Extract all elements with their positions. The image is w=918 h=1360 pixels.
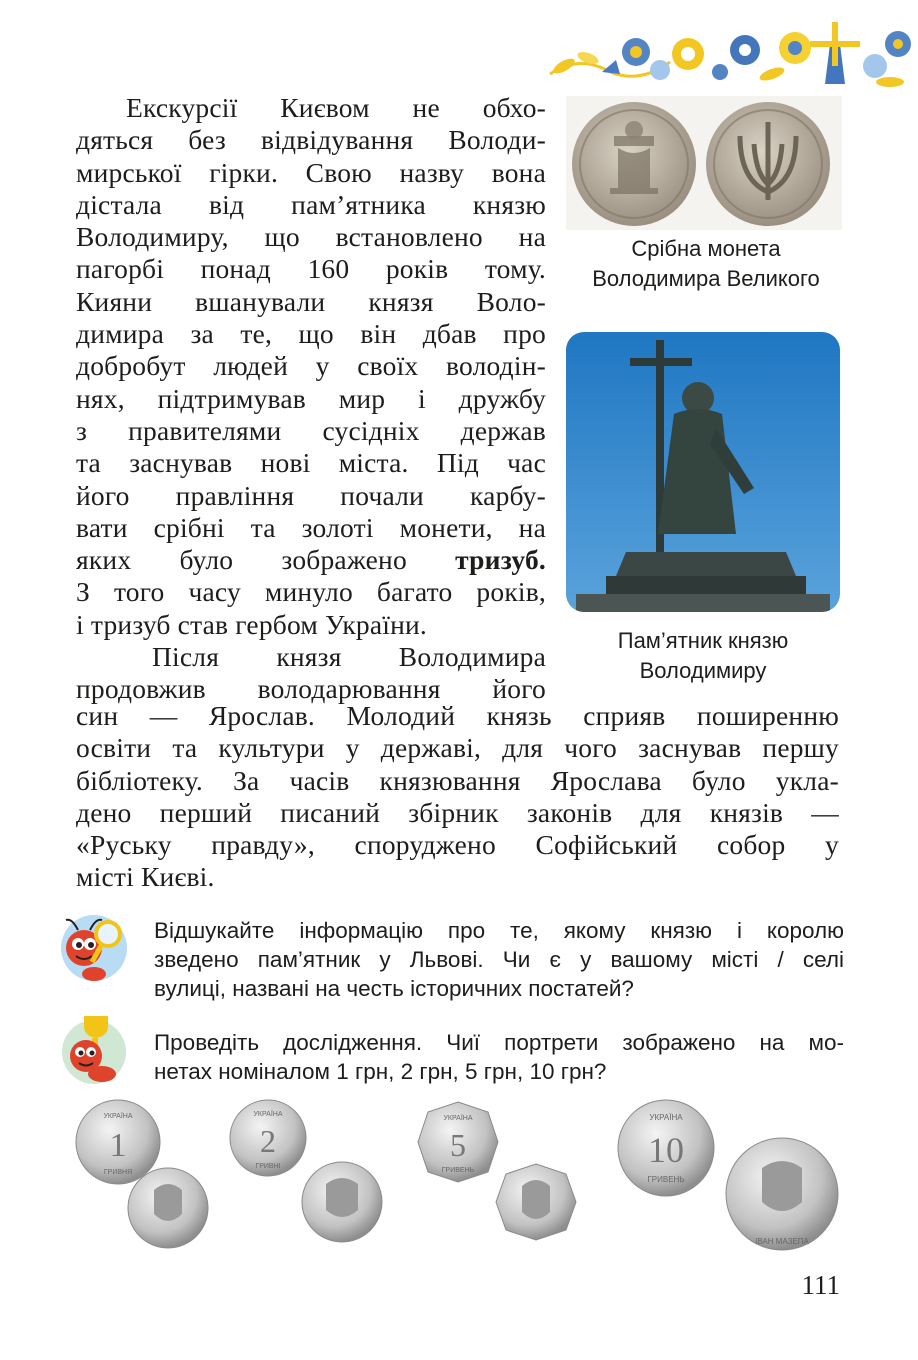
task-line: Проведіть дослідження. Чиї портрети зображено на мо- — [154, 1030, 844, 1055]
coin-value: 2 — [260, 1123, 276, 1159]
task-2 — [154, 1028, 844, 1086]
task-line: вулиці, названі на честь історичних постатей? — [154, 976, 634, 1001]
text-line: дяться без відвідування Володи- — [76, 124, 546, 156]
text-line-with-bold — [76, 544, 546, 576]
caption-line: Срібна монета — [631, 236, 781, 261]
main-text-column — [76, 92, 546, 706]
text-line: З того часу минуло багато років, — [76, 576, 546, 608]
text-line: продовжив володарювання його — [76, 673, 546, 705]
coin-caption — [556, 234, 856, 294]
statue-illustration — [566, 332, 840, 612]
coin-value: 10 — [648, 1130, 684, 1170]
text-line: його правління почали карбу- — [76, 479, 546, 511]
text-line: з правителями сусідніх держав — [76, 414, 546, 446]
coin-2-denomination — [230, 1100, 306, 1176]
coin-5-denomination — [418, 1102, 498, 1182]
flower-border-icon — [540, 14, 918, 94]
ant-trophy-icon — [58, 1012, 128, 1086]
hryvnia-coins-image — [70, 1098, 850, 1258]
text-line: дістала від пам’ятника князю — [76, 188, 546, 220]
statue-caption — [560, 626, 846, 686]
task-line: нетах номіналом 1 грн, 2 грн, 5 грн, 10 грн? — [154, 1059, 607, 1084]
caption-line: Пам’ятник князю — [617, 628, 789, 653]
text-line: яких було зображено — [76, 544, 407, 576]
text-line: «Руську правду», споруджено Софійський собор у — [76, 829, 839, 861]
task-1 — [154, 916, 844, 1003]
text-line: добробут людей у своїх володін- — [76, 350, 546, 382]
coin-unit: ГРИВНЯ — [103, 1169, 133, 1176]
text-line: вати срібні та золоті монети, на — [76, 511, 546, 543]
text-line: Після князя Володимира — [152, 641, 546, 673]
main-text-full-width — [76, 700, 839, 894]
coin-unit: ГРИВНІ — [255, 1163, 281, 1170]
ant-magnifier-icon — [58, 910, 128, 984]
text-line: мирської гірки. Свою назву вона — [76, 156, 546, 188]
coin-value: 1 — [109, 1127, 127, 1164]
coin-country: УКРАЇНА — [649, 1113, 683, 1122]
page-number: 111 — [801, 1270, 840, 1300]
text-line: місті Києві. — [76, 861, 215, 893]
coin-portrait-name: ІВАН МАЗЕПА — [755, 1237, 809, 1246]
coin-country: УКРАЇНА — [443, 1115, 473, 1122]
coin-10-portrait — [726, 1138, 838, 1250]
coin-2-portrait — [302, 1162, 382, 1242]
coin-1-denomination — [76, 1100, 160, 1184]
coin-country: УКРАЇНА — [103, 1113, 133, 1120]
text-line: пагорбі понад 160 років тому. — [76, 253, 546, 285]
text-line: дено перший писаний збірник законів для князів — — [76, 796, 839, 828]
text-line: Кияни вшанували князя Воло- — [76, 285, 546, 317]
text-line: Екскурсії Києвом не обхо- — [126, 92, 546, 123]
text-line: димира за те, що він дбав про — [76, 318, 546, 350]
text-line: бібліотеку. За часів князювання Ярослава було укла- — [76, 764, 839, 796]
text-line: і тризуб став гербом України. — [76, 608, 427, 640]
text-line: нях, підтримував мир і дружбу — [76, 382, 546, 414]
statue-photo — [566, 332, 840, 612]
caption-line: Володимира Великого — [592, 266, 820, 291]
coin-unit: ГРИВЕНЬ — [441, 1167, 475, 1174]
text-line: син — Ярослав. Молодий князь сприяв поширенню — [76, 700, 839, 731]
coin-country: УКРАЇНА — [253, 1111, 283, 1118]
text-line: та заснував нові міста. Під час — [76, 447, 546, 479]
bold-term: тризуб. — [455, 544, 547, 576]
silver-coin-image — [566, 96, 842, 230]
caption-line: Володимиру — [639, 658, 767, 683]
text-line: освіти та культури у державі, для чого заснував першу — [76, 732, 839, 764]
coin-1-portrait — [128, 1168, 208, 1248]
task-line: зведено пам’ятник у Львові. Чи є у вашому місті / селі — [154, 947, 844, 972]
text-line: Володимиру, що встановлено на — [76, 221, 546, 253]
coin-unit: ГРИВЕНЬ — [647, 1175, 685, 1184]
coin-5-portrait — [496, 1164, 576, 1240]
task-line: Відшукайте інформацію про те, якому князю і королю — [154, 918, 844, 943]
coin-value: 5 — [450, 1127, 466, 1163]
coin-10-denomination — [618, 1100, 714, 1196]
